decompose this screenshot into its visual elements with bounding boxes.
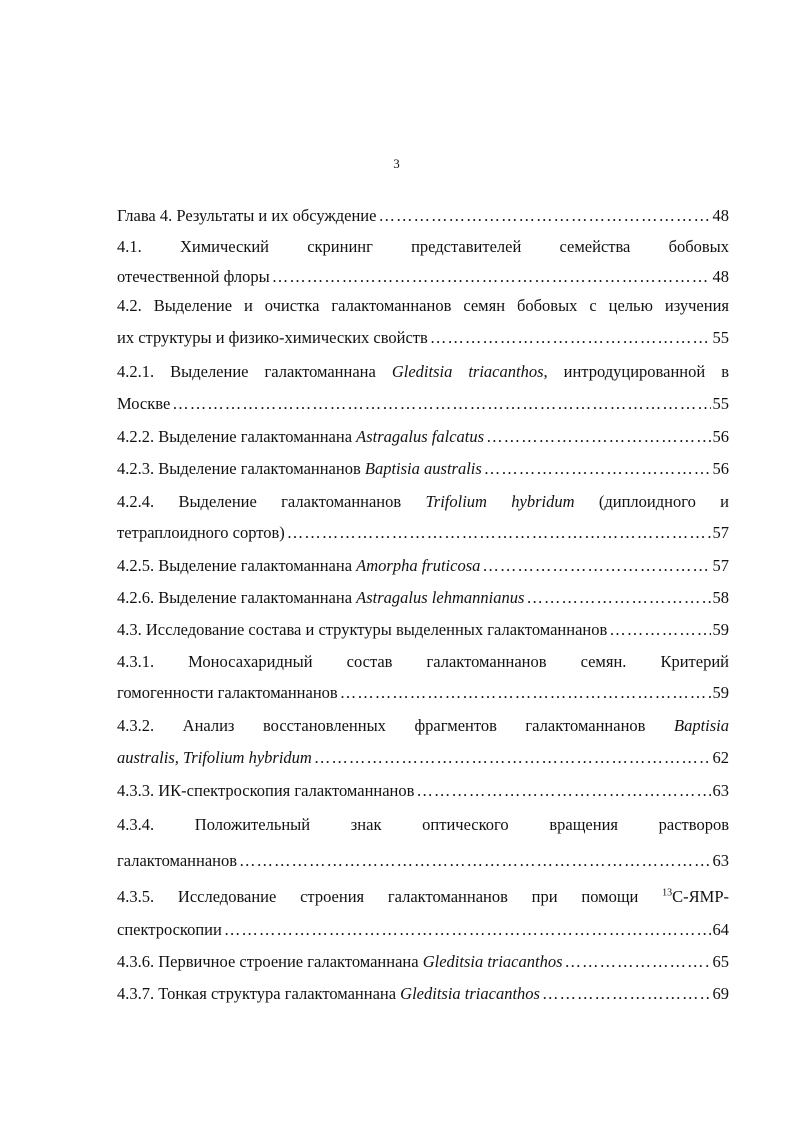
leader-dots	[609, 620, 710, 640]
toc-entry-title: 4.2.5. Выделение галактоманнана Amorpha fruticosa	[117, 556, 481, 575]
toc-entry-title: australis, Trifolium hybridum	[117, 748, 312, 767]
toc-entry-title: гомогенности галактоманнанов	[117, 683, 338, 702]
leader-dots	[224, 920, 711, 940]
leader-dots	[340, 683, 711, 703]
toc-entry-title: галактоманнанов	[117, 851, 238, 870]
leader-dots	[416, 781, 710, 801]
toc-entry-title: 4.2.2. Выделение галактоманнана Astragalus falcatus	[117, 427, 485, 446]
toc-entry-page: 65	[712, 952, 729, 971]
toc-entry	[117, 267, 729, 287]
toc-entry-page: 55	[712, 328, 729, 347]
toc-entry	[117, 620, 729, 640]
toc-entry-page: 56	[712, 427, 729, 446]
toc-entry-title: 4.2.6. Выделение галактоманнана Astragalus lehmannianus	[117, 588, 525, 607]
leader-dots	[314, 748, 711, 768]
toc-entry	[117, 394, 729, 414]
toc-entry-page: 56	[712, 459, 729, 478]
toc-entry-page: 57	[712, 523, 729, 542]
toc-entry-line: 4.3.4. Положительный знак оптического вращения растворов	[117, 815, 729, 834]
toc-entry-title: 4.2.3. Выделение галактоманнанов Baptisia australis	[117, 459, 482, 478]
toc-entry-page: 48	[712, 206, 729, 225]
toc-entry	[117, 683, 729, 703]
toc-entry	[117, 952, 729, 972]
leader-dots	[486, 427, 710, 447]
toc-entry	[117, 920, 729, 940]
leader-dots	[239, 851, 710, 871]
leader-dots	[526, 588, 710, 608]
leader-dots	[287, 523, 711, 543]
leader-dots	[430, 328, 711, 348]
toc-entry-line: 4.3.1. Моносахаридный состав галактоманнанов семян. Критерий	[117, 652, 729, 671]
leader-dots	[378, 206, 710, 226]
leader-dots	[272, 267, 711, 287]
toc-entry	[117, 748, 729, 768]
toc-entry	[117, 459, 729, 479]
toc-entry-title: 4.3.6. Первичное строение галактоманнана Gleditsia triacanthos	[117, 952, 563, 971]
toc-entry-title: Глава 4. Результаты и их обсуждение	[117, 206, 377, 225]
toc-entry-line: 4.2. Выделение и очистка галактоманнанов семян бобовых с целью изучения	[117, 296, 729, 315]
toc-entry-page: 69	[712, 984, 729, 1003]
toc-entry-title: отечественной флоры	[117, 267, 270, 286]
toc-entry	[117, 556, 729, 576]
toc-entry	[117, 523, 729, 543]
toc-entry-page: 48	[712, 267, 729, 286]
toc-entry-line: 4.3.5. Исследование строения галактоманнанов при помощи $^{13}$С-ЯМР-	[117, 887, 729, 906]
toc-entry-line: 4.2.1. Выделение галактоманнана Gleditsia triacanthos, интродуцированной в	[117, 362, 729, 381]
toc-entry-title: тетраплоидного сортов)	[117, 523, 285, 542]
toc-entry-page: 57	[712, 556, 729, 575]
toc-entry-page: 63	[712, 781, 729, 800]
toc-entry-page: 58	[712, 588, 729, 607]
toc-entry-page: 62	[712, 748, 729, 767]
toc-entry-page: 64	[712, 920, 729, 939]
toc-entry	[117, 427, 729, 447]
toc-entry-line: 4.2.4. Выделение галактоманнанов Trifolium hybridum (диплоидного и	[117, 492, 729, 511]
toc-entry-page: 63	[712, 851, 729, 870]
toc-entry	[117, 206, 729, 226]
toc-entry-line: 4.1. Химический скрининг представителей семейства бобовых	[117, 237, 729, 256]
page-number: 3	[393, 156, 400, 171]
toc-entry-title: 4.3.3. ИК-спектроскопия галактоманнанов	[117, 781, 415, 800]
toc-entry-title: спектроскопии	[117, 920, 222, 939]
toc-entry-title: 4.3.7. Тонкая структура галактоманнана Gleditsia triacanthos	[117, 984, 540, 1003]
toc-entry-line: 4.3.2. Анализ восстановленных фрагментов галактоманнанов Baptisia	[117, 716, 729, 735]
leader-dots	[542, 984, 711, 1004]
toc-entry	[117, 781, 729, 801]
toc-entry-page: 55	[712, 394, 729, 413]
leader-dots	[482, 556, 710, 576]
toc-entry-title: Москве	[117, 394, 171, 413]
toc-entry-title: их структуры и физико-химических свойств	[117, 328, 428, 347]
leader-dots	[565, 952, 711, 972]
leader-dots	[484, 459, 711, 479]
leader-dots	[172, 394, 710, 414]
toc-entry	[117, 851, 729, 871]
toc-entry-page: 59	[712, 683, 729, 702]
toc-entry	[117, 984, 729, 1004]
toc-entry	[117, 588, 729, 608]
toc-entry	[117, 328, 729, 348]
toc-entry-title: 4.3. Исследование состава и структуры выделенных галактоманнанов	[117, 620, 608, 639]
toc-entry-page: 59	[712, 620, 729, 639]
